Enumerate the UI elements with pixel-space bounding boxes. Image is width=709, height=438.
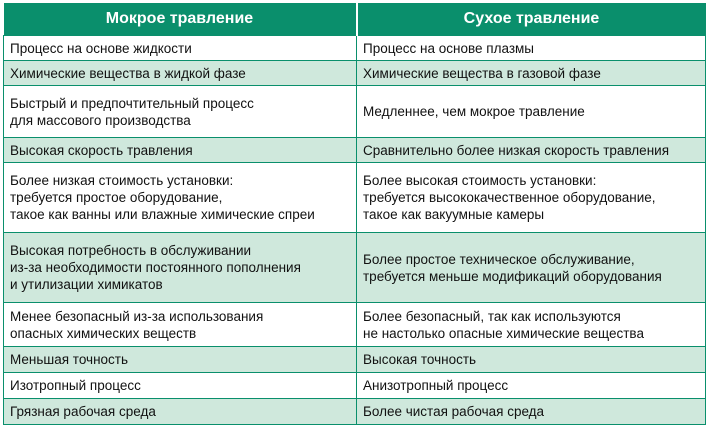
wet-cell — [4, 233, 357, 303]
cell-text: Высокая скорость травления — [10, 142, 193, 158]
cell-text: Сравнительно более низкая скорость травления — [363, 142, 669, 158]
wet-cell — [4, 138, 357, 163]
cell-text: Изотропный процесс — [10, 378, 141, 393]
table-row — [4, 303, 706, 347]
dry-cell — [357, 233, 706, 303]
wet-cell — [4, 86, 357, 138]
table-row — [4, 138, 706, 163]
cell-text: Процесс на основе плазмы — [363, 40, 534, 56]
cell-text: Меньшая точность — [10, 352, 128, 367]
dry-cell — [357, 61, 706, 86]
dry-cell — [357, 399, 706, 425]
wet-cell — [4, 61, 357, 86]
table-row — [4, 373, 706, 399]
dry-cell — [357, 163, 706, 233]
wet-cell — [4, 373, 357, 399]
cell-text: Анизотропный процесс — [363, 378, 509, 393]
wet-cell — [4, 36, 357, 61]
cell-text: Медленнее, чем мокрое травление — [363, 104, 585, 119]
wet-cell — [4, 347, 357, 373]
table-row — [4, 36, 706, 61]
cell-text: Химические вещества в газовой фазе — [363, 65, 601, 81]
cell-text: Более чистая рабочая среда — [363, 404, 545, 419]
table-row — [4, 347, 706, 373]
cell-text: Более высокая стоимость установки: требуется высококачественное оборудование, такое как вакуумные камеры — [363, 173, 656, 222]
table-row — [4, 86, 706, 138]
cell-text: Высокая точность — [363, 352, 477, 367]
cell-text: Грязная рабочая среда — [10, 404, 156, 419]
dry-cell — [357, 86, 706, 138]
cell-text: Процесс на основе жидкости — [10, 40, 192, 56]
table-row — [4, 61, 706, 86]
dry-cell — [357, 347, 706, 373]
dry-cell — [357, 373, 706, 399]
cell-text: Высокая потребность в обслуживании из-за необходимости постоянного пополнения и утилизации химикатов — [10, 243, 301, 292]
wet-cell — [4, 303, 357, 347]
header-wet-etching: Мокрое травление — [4, 3, 357, 36]
cell-text: Химические вещества в жидкой фазе — [10, 65, 246, 81]
dry-cell — [357, 303, 706, 347]
table-row — [4, 399, 706, 425]
wet-cell — [4, 399, 357, 425]
header-dry-etching: Сухое травление — [357, 3, 706, 36]
cell-text: Более простое техническое обслуживание, требуется меньше модификаций оборудования — [363, 251, 662, 284]
dry-cell — [357, 138, 706, 163]
dry-cell — [357, 36, 706, 61]
cell-text: Более низкая стоимость установки: требуется простое оборудование, такое как ванны или влажные химические спреи — [10, 173, 315, 222]
wet-cell — [4, 163, 357, 233]
cell-text: Быстрый и предпочтительный процесс для массового производства — [10, 95, 254, 128]
table-row — [4, 233, 706, 303]
table-row — [4, 163, 706, 233]
cell-text: Более безопасный, так как используются не настолько опасные химические вещества — [363, 308, 644, 341]
cell-text: Менее безопасный из-за использования опасных химических веществ — [10, 308, 264, 341]
comparison-table — [3, 3, 706, 425]
table-header-row — [4, 3, 706, 36]
